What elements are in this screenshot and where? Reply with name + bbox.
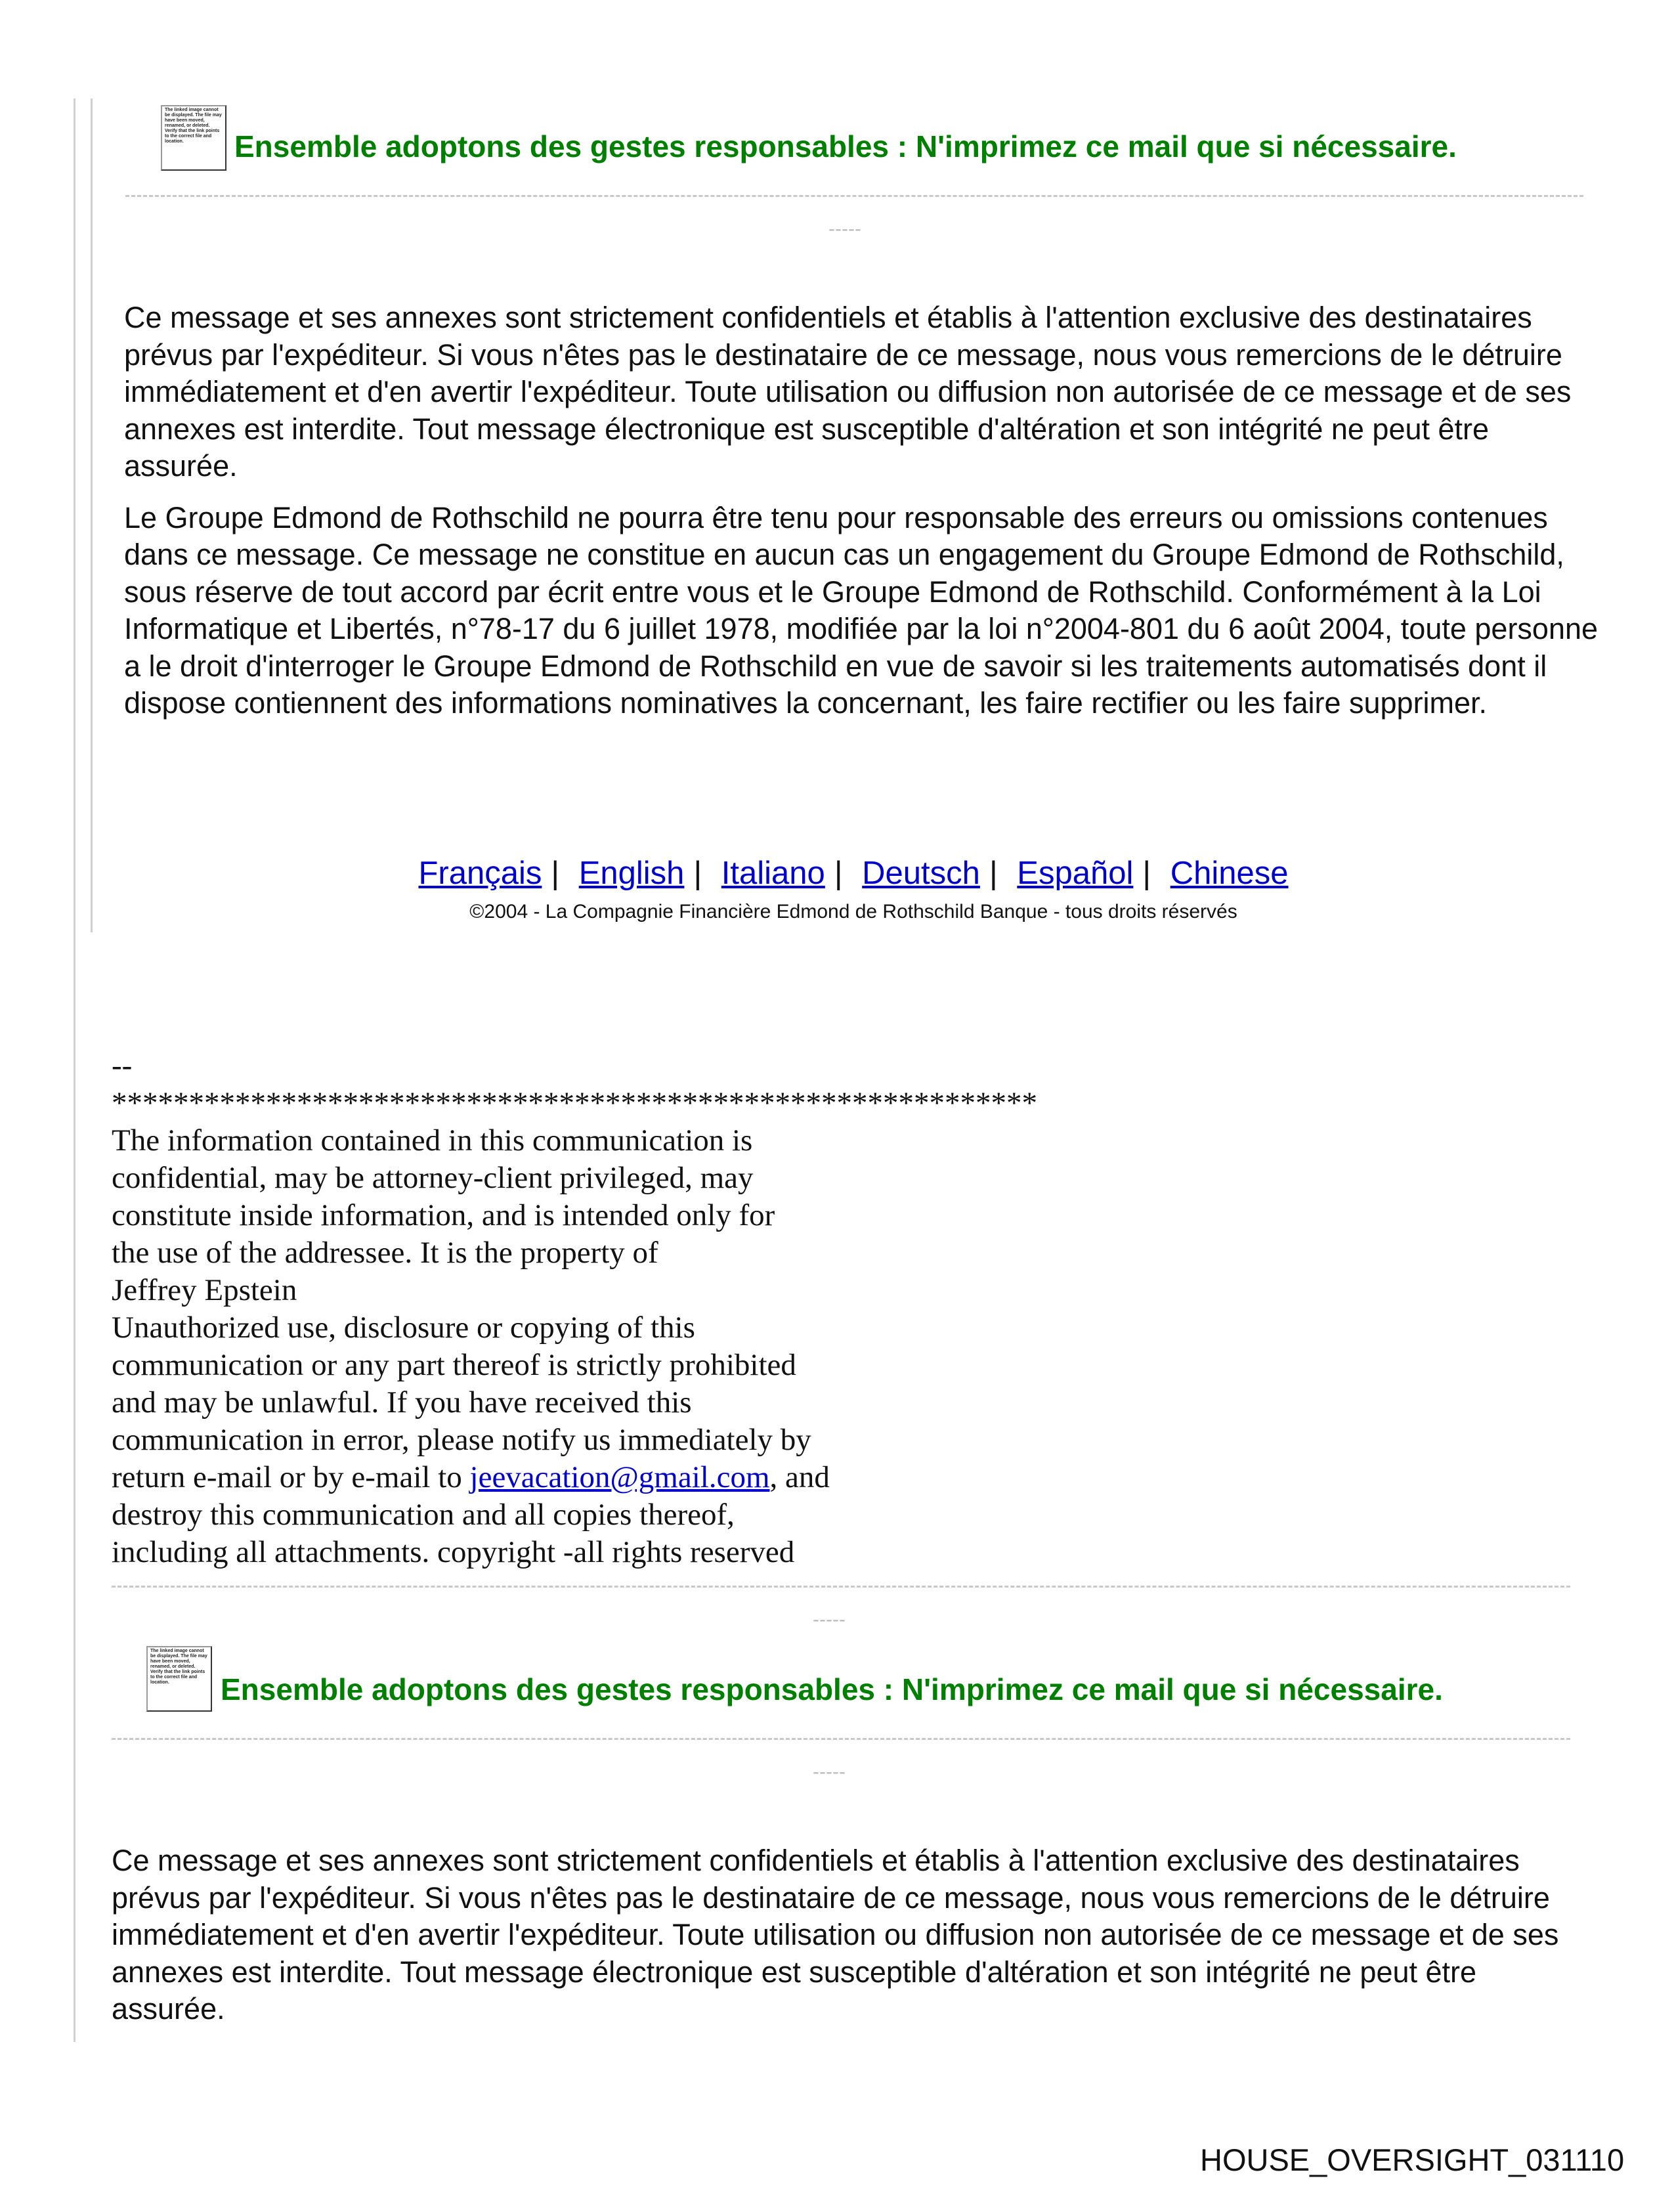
signature-block: [112, 1047, 1037, 1571]
separator: |: [551, 856, 560, 891]
separator: |: [834, 856, 843, 891]
email-link[interactable]: jeevacation@gmail.com: [469, 1460, 770, 1494]
disclaimer-fr: [124, 299, 1601, 737]
disclaimer-fr-p1: Ce message et ses annexes sont strictement confidentiels et établis à l'attention exclusive des destinataires prévus par l'expéditeur. Si vous n'êtes pas le destinataire de ce message, nous vous remercions de le détruire immédiatement et d'en avertir l'expéditeur. Toute utilisation ou diffusion non autorisée de ce message et de ses annexes est interdite. Tout message électronique est susceptible d'altération et son intégrité ne peut être assurée.: [124, 301, 1572, 483]
sig-text: The information contained in this communication is confidential, may be attorney-client privileged, may constitute inside information, and is intended only for the use of the addressee. It is the property of Jeffrey Epstein Unauthorized use, disclosure or copying of this communication or any part thereof is strictly prohibited and may be unlawful. If you have received this communication in error, please notify us immediately by return e-mail or by e-mail to: [112, 1123, 811, 1494]
disclaimer-fr-p2: Le Groupe Edmond de Rothschild ne pourra être tenu pour responsable des erreurs ou omissions contenues dans ce message. Ce message ne constitue en aucun cas un engagement du Groupe Edmond de Rothschild, sous réserve de tout accord par écrit entre vous et le Groupe Edmond de Rothschild. Conformément à la Loi Informatique et Libertés, n°78-17 du 6 juillet 1978, modifiée par la loi n°2004-801 du 6 août 2004, toute personne a le droit d'interroger le Groupe Edmond de Rothschild en vue de savoir si les traitements automatisés dont il dispose contiennent des informations nominatives la concernant, les faire rectifier ou les faire supprimer.: [124, 500, 1599, 720]
small-divider: -----: [813, 1609, 846, 1630]
eco-notice-title: Ensemble adoptons des gestes responsables : N'imprimez ce mail que si nécessaire.: [221, 1672, 1443, 1706]
separator: |: [989, 856, 998, 891]
broken-image-text: The linked image cannot be displayed. The file may have been moved, renamed, or deleted. Verify that the link points to the correct file and location.: [165, 108, 222, 144]
quote-bar-outer: [74, 98, 75, 2042]
link-italiano[interactable]: Italiano: [721, 856, 825, 891]
disclaimer-fr-p1: Ce message et ses annexes sont strictement confidentiels et établis à l'attention exclusive des destinataires prévus par l'expéditeur. Si vous n'êtes pas le destinataire de ce message, nous vous remercions de le détruire immédiatement et d'en avertir l'expéditeur. Toute utilisation ou diffusion non autorisée de ce message et de ses annexes est interdite. Tout message électronique est susceptible d'altération et son intégrité ne peut être assurée.: [112, 1844, 1559, 2026]
divider: [112, 1738, 1570, 1740]
divider: [112, 1586, 1570, 1588]
link-deutsch[interactable]: Deutsch: [862, 856, 980, 891]
broken-image-text: The linked image cannot be displayed. The file may have been moved, renamed, or deleted. Verify that the link points to the correct file and location.: [150, 1649, 207, 1685]
disclaimer-fr-repeat: [112, 1842, 1589, 2043]
eco-notice-title: Ensemble adoptons des gestes responsables : N'imprimez ce mail que si nécessaire.: [234, 129, 1457, 163]
separator: |: [693, 856, 702, 891]
link-chinese[interactable]: Chinese: [1170, 856, 1289, 891]
link-espanol[interactable]: Español: [1017, 856, 1134, 891]
small-divider: -----: [813, 1761, 846, 1783]
sig-stars: ************************************************************: [112, 1086, 1037, 1120]
link-english[interactable]: English: [578, 856, 685, 891]
copyright: ©2004 - La Compagnie Financière Edmond de Rothschild Banque - tous droits réservés: [469, 901, 1237, 922]
sig-text-end: , and destroy this communication and all copies thereof, including all attachments. copyright -all rights reserved: [112, 1460, 830, 1569]
bates-number: HOUSE_OVERSIGHT_031110: [1200, 2142, 1625, 2177]
broken-image-icon: [161, 105, 226, 171]
quote-bar-inner: [91, 98, 93, 932]
broken-image-icon: [146, 1646, 212, 1712]
divider: [125, 195, 1583, 197]
small-divider: -----: [828, 218, 861, 240]
separator: |: [1142, 856, 1151, 891]
link-francais[interactable]: Français: [418, 856, 542, 891]
language-links: [0, 855, 1674, 892]
sig-dashes: --: [112, 1049, 133, 1083]
